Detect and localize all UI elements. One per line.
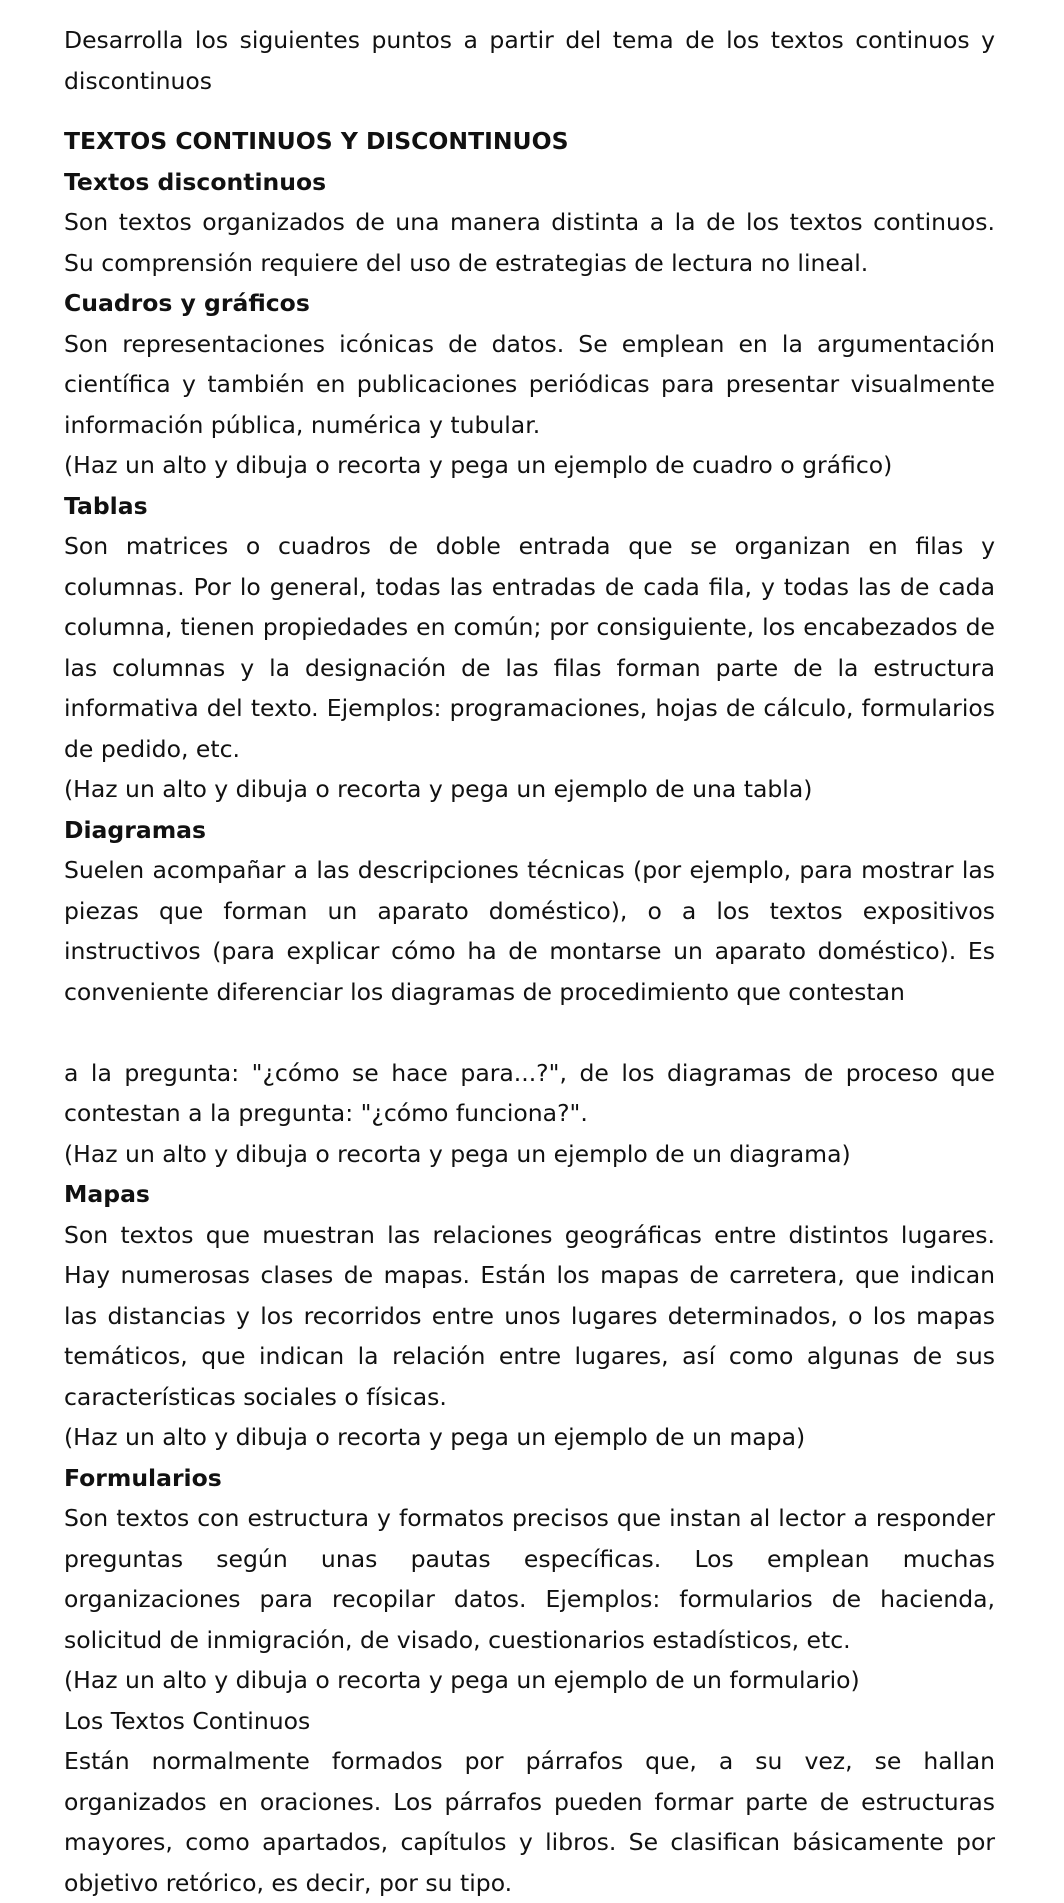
heading-tablas: Tablas: [64, 491, 148, 520]
main-title: TEXTOS CONTINUOS Y DISCONTINUOS: [64, 127, 569, 155]
instruction-cuadros-graficos: (Haz un alto y dibuja o recorta y pega un ejemplo de cuadro o gráfico): [64, 451, 893, 479]
paragraph-textos-discontinuos: Son textos organizados de una manera distinta a la de los textos continuos. Su comprensión requiere del uso de estrategias de lectura no lineal.: [64, 208, 995, 277]
heading-textos-continuos: Los Textos Continuos: [64, 1706, 311, 1735]
instruction-mapas: (Haz un alto y dibuja o recorta y pega un ejemplo de un mapa): [64, 1423, 806, 1451]
heading-cuadros-graficos: Cuadros y gráficos: [64, 289, 310, 317]
heading-formularios: Formularios: [64, 1463, 222, 1492]
paragraph-textos-continuos: Están normalmente formados por párrafos que, a su vez, se hallan organizados en oraciones. Los párrafos pueden formar parte de estructuras mayores, como apartados, capítulos y libros. Se clasifican básicamente por objetivo retórico, es decir, por su tipo.: [64, 1747, 995, 1897]
paragraph-diagramas-part1: Suelen acompañar a las descripciones técnicas (por ejemplo, para mostrar las piezas que forman un aparato doméstico), o a los textos expositivos instructivos (para explicar cómo ha de montarse un aparato doméstico). Es conveniente diferenciar los diagramas de procedimiento que contestan: [64, 856, 995, 1006]
instruction-formularios: (Haz un alto y dibuja o recorta y pega un ejemplo de un formulario): [64, 1666, 860, 1694]
paragraph-diagramas-part2: a la pregunta: "¿cómo se hace para...?", de los diagramas de proceso que contestan a la pregunta: "¿cómo funciona?".: [64, 1058, 995, 1127]
paragraph-cuadros-graficos: Son representaciones icónicas de datos. Se emplean en la argumentación científica y también en publicaciones periódicas para presentar visualmente información pública, numérica y tubular.: [64, 329, 995, 439]
instruction-tablas: (Haz un alto y dibuja o recorta y pega un ejemplo de una tabla): [64, 775, 813, 803]
paragraph-gap: [64, 1012, 995, 1053]
paragraph-formularios: Son textos con estructura y formatos precisos que instan al lector a responder preguntas según unas pautas específicas. Los emplean muchas organizaciones para recopilar datos. Ejemplos: formularios de hacienda, solicitud de inmigración, de visado, cuestionarios estadísticos, etc.: [64, 1504, 995, 1654]
paragraph-tablas: Son matrices o cuadros de doble entrada que se organizan en filas y columnas. Por lo general, todas las entradas de cada fila, y todas las de cada columna, tienen propiedades en común; por consiguiente, los encabezados de las columnas y la designación de las filas forman parte de la estructura informativa del texto. Ejemplos: programaciones, hojas de cálculo, formularios de pedido, etc.: [64, 532, 995, 763]
heading-textos-discontinuos: Textos discontinuos: [64, 167, 327, 196]
heading-mapas: Mapas: [64, 1180, 150, 1208]
document-page: [64, 20, 995, 1903]
instruction-diagramas: (Haz un alto y dibuja o recorta y pega un ejemplo de un diagrama): [64, 1139, 851, 1168]
heading-diagramas: Diagramas: [64, 815, 207, 844]
paragraph-mapas: Son textos que muestran las relaciones geográficas entre distintos lugares. Hay numerosas clases de mapas. Están los mapas de carretera, que indican las distancias y los recorridos entre unos lugares determinados, o los mapas temáticos, que indican la relación entre lugares, así como algunas de sus características sociales o físicas.: [64, 1220, 995, 1411]
intro-paragraph: Desarrolla los siguientes puntos a partir del tema de los textos continuos y discontinuos: [64, 26, 995, 95]
